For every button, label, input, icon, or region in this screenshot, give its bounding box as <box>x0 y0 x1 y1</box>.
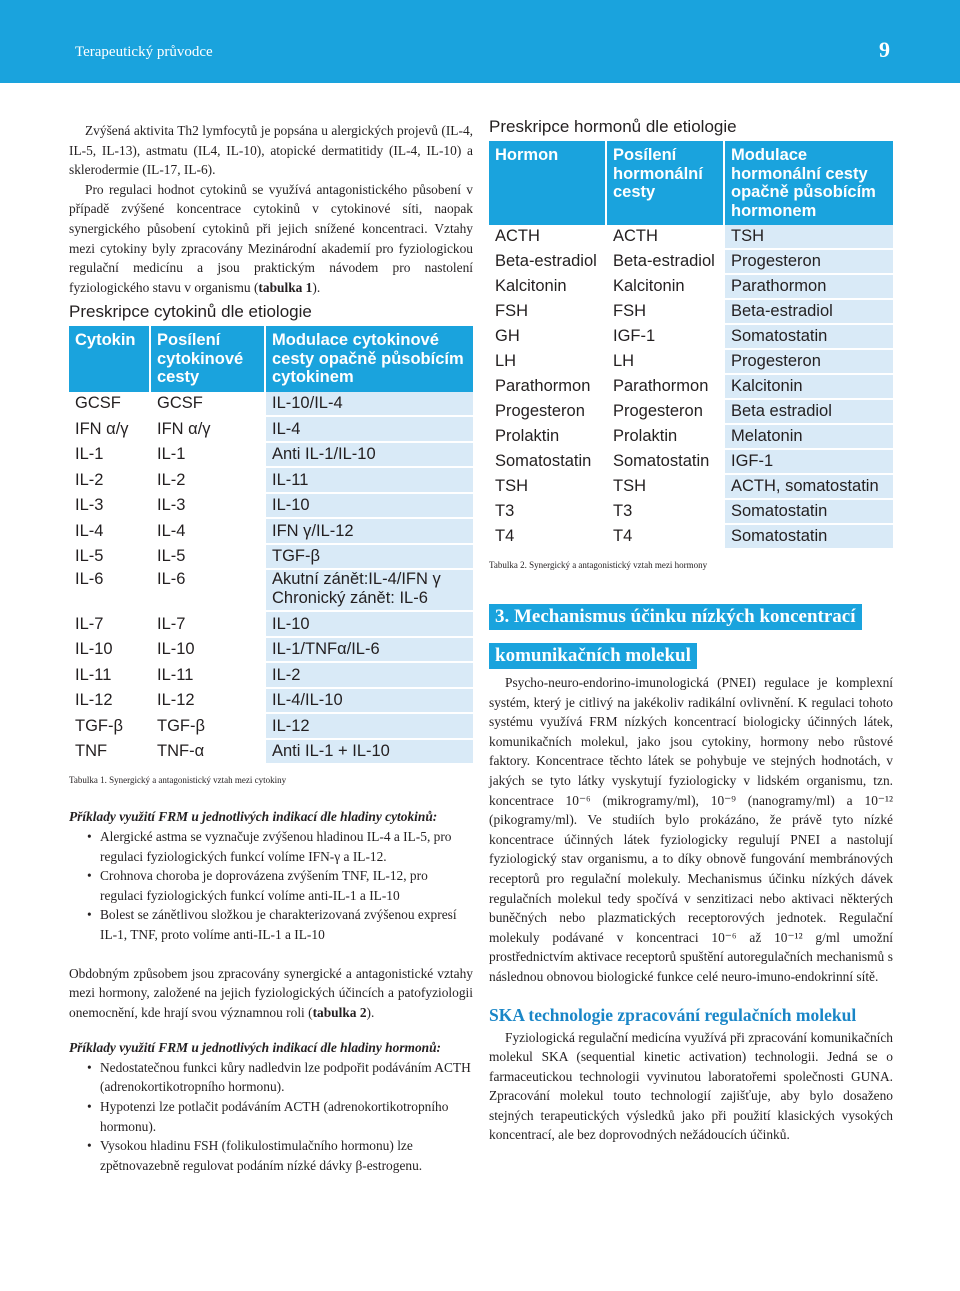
table-cell: IL-4 <box>151 519 266 545</box>
table2-block <box>489 117 893 570</box>
table-cell: GCSF <box>151 392 266 418</box>
table-row <box>489 425 893 450</box>
table-row <box>69 443 473 469</box>
table-cell: IGF-1 <box>725 450 893 475</box>
table-row <box>489 475 893 500</box>
ska-paragraph: Fyziologická regulační medicína využívá při zpracování komunikačních molekul SKA (sequential kinetic activation) technologii. Jedná se o farmaceutickou technologii vyvinutou laboratořemi společnosti GUNA. Zpracování molekul touto technologií zajišťuje, aby bylo dosaženo stejných terapeutických výsledků jako při použití klasických vysokých koncentrací, ale bez doprovodných nežádoucích účinků. <box>489 1029 893 1143</box>
table-cell: Progesteron <box>725 350 893 375</box>
section3-heading <box>489 604 893 669</box>
table-cell: T4 <box>607 525 725 550</box>
hormone-examples <box>69 1038 473 1175</box>
table-row <box>69 392 473 418</box>
table1-caption: Tabulka 1. Synergický a antagonistický vztah mezi cytokiny <box>69 775 287 786</box>
table-cell: Melatonin <box>725 425 893 450</box>
table-cell: IL-10/IL-4 <box>266 392 473 418</box>
table-row <box>69 714 473 740</box>
table-cell: IL-1 <box>151 443 266 469</box>
table-cell: Somatostatin <box>725 325 893 350</box>
table-cell: LH <box>489 350 607 375</box>
table-cell: TSH <box>607 475 725 500</box>
table2-caption: Tabulka 2. Synergický a antagonistický vztah mezi hormony <box>489 560 708 570</box>
table-cell: Progesteron <box>489 400 607 425</box>
hormone-examples-title: Příklady využití FRM u jednotlivých indikací dle hladiny hormonů: <box>69 1040 441 1056</box>
table1-block <box>69 302 473 785</box>
table-cell: IFN γ/IL-12 <box>266 519 473 545</box>
table-cell: Kalcitonin <box>607 275 725 300</box>
table-cell: Anti IL-1/IL-10 <box>266 443 473 469</box>
table-cell: TGF-β <box>266 545 473 571</box>
section3-heading-line1: 3. Mechanismus účinku nízkých koncentrací <box>489 604 862 630</box>
table-cell: TNF-α <box>151 740 266 766</box>
table-cell: Parathormon <box>607 375 725 400</box>
table-row <box>69 589 473 612</box>
page-number: 9 <box>879 37 890 62</box>
table-row <box>489 325 893 350</box>
table-row <box>69 663 473 689</box>
table1-header-cell: Modulace cytokinové cesty opačně působícím cytokinem <box>266 326 473 392</box>
table-cell: IL-5 <box>151 545 266 571</box>
table-cell: IL-1/TNFα/IL-6 <box>266 638 473 664</box>
page-header <box>0 0 960 83</box>
table-cell: IL-2 <box>266 663 473 689</box>
table-cell: Chronický zánět: IL-6 <box>266 589 473 612</box>
table-row <box>69 570 473 589</box>
table2-header-cell: Modulace hormonální cesty opačně působícím hormonem <box>725 141 893 225</box>
table-cell: TSH <box>489 475 607 500</box>
intro-paragraph-2 <box>69 180 473 298</box>
table1-reference: tabulka 1 <box>258 279 313 295</box>
table2-reference: tabulka 2 <box>312 1004 367 1020</box>
list-item <box>69 827 473 866</box>
table-cell: FSH <box>489 300 607 325</box>
table-cell: Beta-estradiol <box>489 250 607 275</box>
table-cell: IL-2 <box>69 468 151 494</box>
table-row <box>489 450 893 475</box>
list-item <box>69 1136 473 1175</box>
hormone-paragraph-end: ). <box>366 1004 375 1020</box>
hormone-table <box>489 141 893 550</box>
table-cell: Somatostatin <box>725 500 893 525</box>
list-item-text: Vysokou hladinu FSH (folikulostimulačního hormonu) lze zpětnovazebně regulovat podáním nízké dávky β-estrogenu. <box>100 1138 423 1173</box>
table-cell: IL-3 <box>69 494 151 520</box>
table-row <box>69 417 473 443</box>
table-cell: T3 <box>489 500 607 525</box>
table-cell: IL-11 <box>69 663 151 689</box>
table-cell: IL-7 <box>69 612 151 638</box>
table-row <box>489 300 893 325</box>
table-cell: Beta estradiol <box>725 400 893 425</box>
table-cell: Progesteron <box>607 400 725 425</box>
table-cell: IL-12 <box>266 714 473 740</box>
ska-heading: SKA technologie zpracování regulačních molekul <box>489 1004 857 1025</box>
table2-header-cell: Hormon <box>489 141 607 225</box>
list-item-text: Crohnova choroba je doprovázena zvýšením TNF, IL-12, pro regulaci fyziologických funkcí volíme anti-IL-1 a IL-10 <box>100 868 428 903</box>
table-cell: IL-7 <box>151 612 266 638</box>
table2-header-row <box>489 141 893 225</box>
table-cell: Kalcitonin <box>725 375 893 400</box>
table-cell: Parathormon <box>725 275 893 300</box>
bullet-icon: • <box>87 868 92 884</box>
list-item-text: Nedostatečnou funkci kůry nadledvin lze podpořit podáváním ACTH (adrenokortikotropního hormonu). <box>100 1059 471 1095</box>
table-cell: IFN α/γ <box>151 417 266 443</box>
table-cell: IL-10 <box>266 612 473 638</box>
table2-header-cell: Posílení hormonální cesty <box>607 141 725 225</box>
table-row <box>489 250 893 275</box>
table-cell: IL-4/IL-10 <box>266 689 473 715</box>
table-cell: IL-12 <box>69 689 151 715</box>
table-row <box>69 468 473 494</box>
bullet-icon: • <box>87 1138 92 1154</box>
table-cell: ACTH <box>607 225 725 250</box>
table-cell: ACTH <box>489 225 607 250</box>
table-cell: IGF-1 <box>607 325 725 350</box>
table-row <box>489 225 893 250</box>
cytokine-examples-title: Příklady využití FRM u jednotlivých indikací dle hladiny cytokinů: <box>69 809 438 825</box>
table-cell: FSH <box>607 300 725 325</box>
table-row <box>69 545 473 571</box>
table-cell: Progesteron <box>725 250 893 275</box>
table-row <box>489 275 893 300</box>
list-item <box>69 905 473 944</box>
table-cell: IFN α/γ <box>69 417 151 443</box>
table-cell <box>151 589 266 612</box>
table-row <box>69 612 473 638</box>
table-cell: IL-5 <box>69 545 151 571</box>
intro-paragraph-2-text: Pro regulaci hodnot cytokinů se využívá antagonistického působení v případě zvýšené koncentrace cytokinů v cytokinové síti, naopak synergického působení cytokinů při jejich snížené koncentraci. Vztahy mezi cytokiny byly zpracovány Mezinárodní akademií pro fyziologickou regulační medicínu a jsou praktickým návodem pro nastolení fyziologického stavu v organismu ( <box>69 181 473 295</box>
table-cell: IL-12 <box>151 689 266 715</box>
table-cell: IL-4 <box>69 519 151 545</box>
table-cell: T4 <box>489 525 607 550</box>
table-cell: IL-4 <box>266 417 473 443</box>
list-item-text: Hypotenzi lze potlačit podáváním ACTH (adrenokortikotropního hormonu). <box>100 1099 449 1134</box>
list-item <box>69 1058 473 1097</box>
section3-heading-line2: komunikačních molekul <box>489 643 697 669</box>
table-row <box>69 689 473 715</box>
hormone-paragraph-text: Obdobným způsobem jsou zpracovány synergické a antagonistické vztahy mezi hormony, založené na jejich fyziologických účincích a patofyziologii onemocnění, kde hrají svou významnou roli ( <box>69 965 473 1020</box>
table-cell: ACTH, somatostatin <box>725 475 893 500</box>
table-cell: LH <box>607 350 725 375</box>
table-cell: Kalcitonin <box>489 275 607 300</box>
table-row <box>489 375 893 400</box>
table1-header-cell: Cytokin <box>69 326 151 392</box>
cytokine-examples <box>69 807 473 944</box>
bullet-icon: • <box>87 828 92 844</box>
table-cell: Prolaktin <box>489 425 607 450</box>
table-cell: GH <box>489 325 607 350</box>
cytokine-table <box>69 326 473 765</box>
bullet-icon: • <box>87 907 92 923</box>
table-cell: IL-10 <box>266 494 473 520</box>
table-row <box>489 525 893 550</box>
bullet-icon: • <box>87 1099 92 1115</box>
table-cell <box>69 589 151 612</box>
table-cell: IL-6 <box>151 570 266 589</box>
table1-title: Preskripce cytokinů dle etiologie <box>69 302 312 322</box>
table-cell: IL-6 <box>69 570 151 589</box>
table-row <box>69 494 473 520</box>
table-cell: GCSF <box>69 392 151 418</box>
list-item <box>69 866 473 905</box>
table-row <box>69 638 473 664</box>
table-row <box>489 500 893 525</box>
table-cell: Prolaktin <box>607 425 725 450</box>
hormone-examples-list <box>69 1058 473 1176</box>
table-cell: IL-11 <box>151 663 266 689</box>
table-row <box>489 350 893 375</box>
table-cell: IL-10 <box>69 638 151 664</box>
table-cell: Beta-estradiol <box>607 250 725 275</box>
table-cell: IL-11 <box>266 468 473 494</box>
table-cell: Somatostatin <box>607 450 725 475</box>
table-cell: Beta-estradiol <box>725 300 893 325</box>
table-row <box>69 740 473 766</box>
list-item-text: Alergické astma se vyznačuje zvýšenou hladinou IL-4 a IL-5, pro regulaci fyziologických funkcí volíme IFN-γ a IL-12. <box>100 828 452 864</box>
table-cell: IL-2 <box>151 468 266 494</box>
table-cell: Parathormon <box>489 375 607 400</box>
table-cell: TGF-β <box>151 714 266 740</box>
hormone-paragraph <box>69 964 473 1023</box>
table1-header-cell: Posílení cytokinové cesty <box>151 326 266 392</box>
header-title: Terapeutický průvodce <box>75 44 213 60</box>
table-cell: Akutní zánět:IL-4/IFN γ <box>266 570 473 589</box>
table2-title: Preskripce hormonů dle etiologie <box>489 117 737 136</box>
table-cell: T3 <box>607 500 725 525</box>
table-cell: Anti IL-1 + IL-10 <box>266 740 473 766</box>
cytokine-examples-list <box>69 827 473 945</box>
intro-paragraph-2-end: ). <box>312 279 321 295</box>
bullet-icon: • <box>87 1059 92 1075</box>
table1-header-row <box>69 326 473 392</box>
table-cell: TGF-β <box>69 714 151 740</box>
list-item <box>69 1097 473 1136</box>
intro-paragraph-1: Zvýšená aktivita Th2 lymfocytů je popsána u alergických projevů (IL-4, IL-5, IL-13), astmatu (IL4, IL-10), atopické dermatitidy (IL-4, IL-10) a sklerodermie (IL-17, IL-6). <box>69 123 473 178</box>
table-row <box>489 400 893 425</box>
list-item-text: Bolest se zánětlivou složkou je charakterizovaná zvýšenou expresí IL-1, TNF, proto volíme anti-IL-1 a IL-10 <box>100 907 457 942</box>
table-cell: IL-1 <box>69 443 151 469</box>
section3-paragraph: Psycho-neuro-endorino-imunologická (PNEI) regulace je komplexní systém, který je citlivý na jakékoliv radikální ovlivnění. K regulaci tohoto systému využívá FRM nízkých koncentrací biologicky účinných látek, komunikačních molekul, jako jsou cytokiny, hormony nebo růstové faktory. Koncentrace těchto látek se pohybuje ve stejných hodnotách, v jakých se tyto látky vyskytují fyziologicky v lidském organismu, tzn. koncentrace 10⁻⁶ (mikrogramy/ml), 10⁻⁹ (nanogramy/ml) a 10⁻¹² (pikogramy/ml). Ve studiích bylo prokázáno, že právě tyto nízké koncentrace účinných látek fyziologicky regulují PNEI a nastolují fyziologický stav organismu, a to díky obnově fungování membránových receptorů pro regulační molekuly. Mechanismus účinku nízkých dávek regulačních molekul tedy spočívá v senzitizaci nebo aktivaci některých buněčných nebo plazmatických receptorových jednotek. Regulační molekuly podávané v koncentraci 10⁻⁶ až 10⁻¹² g/ml umožní prostřednictvím aktivace receptorů spuštění autoregulačních mechanismů s následnou obnovou biologické funkce celé neuro-imuno-endokrinní sítě. <box>489 675 893 984</box>
table-cell: TSH <box>725 225 893 250</box>
table-cell: Somatostatin <box>725 525 893 550</box>
table-cell: IL-3 <box>151 494 266 520</box>
table-cell: Somatostatin <box>489 450 607 475</box>
table-cell: TNF <box>69 740 151 766</box>
left-column <box>69 121 473 1175</box>
table-cell: IL-10 <box>151 638 266 664</box>
table-row <box>69 519 473 545</box>
right-column <box>489 117 893 1145</box>
